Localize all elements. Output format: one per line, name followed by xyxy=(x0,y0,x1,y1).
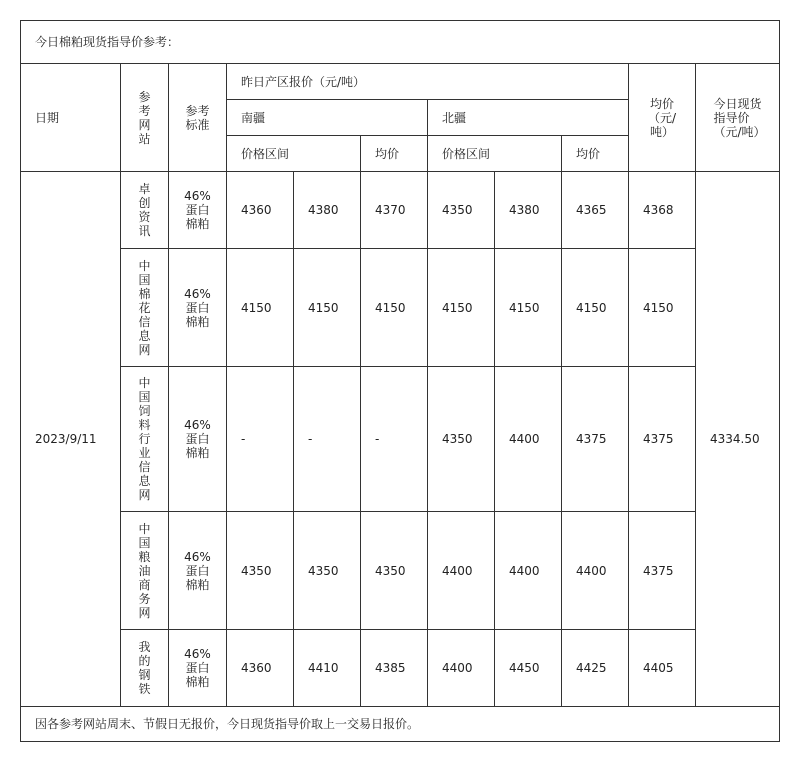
north-low-cell: 4400 xyxy=(428,512,495,630)
south-low-cell: 4360 xyxy=(227,630,294,707)
table-row xyxy=(21,512,780,630)
header-avg: 均价（元/吨） xyxy=(629,64,696,172)
north-avg-cell: 4365 xyxy=(562,172,629,249)
south-avg-cell: 4150 xyxy=(361,249,428,367)
north-avg-cell: 4400 xyxy=(562,512,629,630)
header-today: 今日现货指导价（元/吨） xyxy=(696,64,780,172)
north-high-cell: 4150 xyxy=(495,249,562,367)
avg-cell: 4375 xyxy=(629,512,696,630)
south-high-cell: 4410 xyxy=(294,630,361,707)
standard-cell: 46%蛋白棉粕 xyxy=(169,630,227,707)
north-avg-cell: 4425 xyxy=(562,630,629,707)
south-high-cell: 4350 xyxy=(294,512,361,630)
table-row xyxy=(21,630,780,707)
date-cell: 2023/9/11 xyxy=(21,172,121,707)
site-cell: 中国棉花信息网 xyxy=(121,249,169,367)
header-north-avg: 均价 xyxy=(562,136,629,172)
header-date: 日期 xyxy=(21,64,121,172)
north-low-cell: 4150 xyxy=(428,249,495,367)
standard-cell: 46%蛋白棉粕 xyxy=(169,512,227,630)
site-cell: 中国饲料行业信息网 xyxy=(121,367,169,512)
south-low-cell: 4350 xyxy=(227,512,294,630)
header-north-range: 价格区间 xyxy=(428,136,562,172)
header-south: 南疆 xyxy=(227,100,428,136)
header-site: 参考网站 xyxy=(121,64,169,172)
header-north: 北疆 xyxy=(428,100,629,136)
avg-cell: 4368 xyxy=(629,172,696,249)
north-low-cell: 4350 xyxy=(428,172,495,249)
north-low-cell: 4350 xyxy=(428,367,495,512)
table-title: 今日棉粕现货指导价参考： xyxy=(21,21,780,64)
site-cell: 我的钢铁 xyxy=(121,630,169,707)
south-high-cell: 4150 xyxy=(294,249,361,367)
table-row xyxy=(21,367,780,512)
header-yesterday: 昨日产区报价（元/吨） xyxy=(227,64,629,100)
north-high-cell: 4450 xyxy=(495,630,562,707)
standard-cell: 46%蛋白棉粕 xyxy=(169,172,227,249)
site-cell: 中国粮油商务网 xyxy=(121,512,169,630)
north-high-cell: 4400 xyxy=(495,512,562,630)
table-row xyxy=(21,172,780,249)
north-avg-cell: 4375 xyxy=(562,367,629,512)
today-price-cell: 4334.50 xyxy=(696,172,780,707)
south-avg-cell: 4350 xyxy=(361,512,428,630)
north-high-cell: 4400 xyxy=(495,367,562,512)
header-south-range: 价格区间 xyxy=(227,136,361,172)
avg-cell: 4150 xyxy=(629,249,696,367)
avg-cell: 4405 xyxy=(629,630,696,707)
price-table xyxy=(20,20,780,742)
site-cell: 卓创资讯 xyxy=(121,172,169,249)
south-low-cell: - xyxy=(227,367,294,512)
north-avg-cell: 4150 xyxy=(562,249,629,367)
south-avg-cell: 4370 xyxy=(361,172,428,249)
standard-cell: 46%蛋白棉粕 xyxy=(169,249,227,367)
header-south-avg: 均价 xyxy=(361,136,428,172)
table-row xyxy=(21,249,780,367)
header-standard: 参考标准 xyxy=(169,64,227,172)
south-avg-cell: 4385 xyxy=(361,630,428,707)
standard-cell: 46%蛋白棉粕 xyxy=(169,367,227,512)
south-high-cell: 4380 xyxy=(294,172,361,249)
south-low-cell: 4150 xyxy=(227,249,294,367)
north-low-cell: 4400 xyxy=(428,630,495,707)
north-high-cell: 4380 xyxy=(495,172,562,249)
south-avg-cell: - xyxy=(361,367,428,512)
south-high-cell: - xyxy=(294,367,361,512)
south-low-cell: 4360 xyxy=(227,172,294,249)
avg-cell: 4375 xyxy=(629,367,696,512)
footnote: 因各参考网站周末、节假日无报价，今日现货指导价取上一交易日报价。 xyxy=(21,707,780,742)
